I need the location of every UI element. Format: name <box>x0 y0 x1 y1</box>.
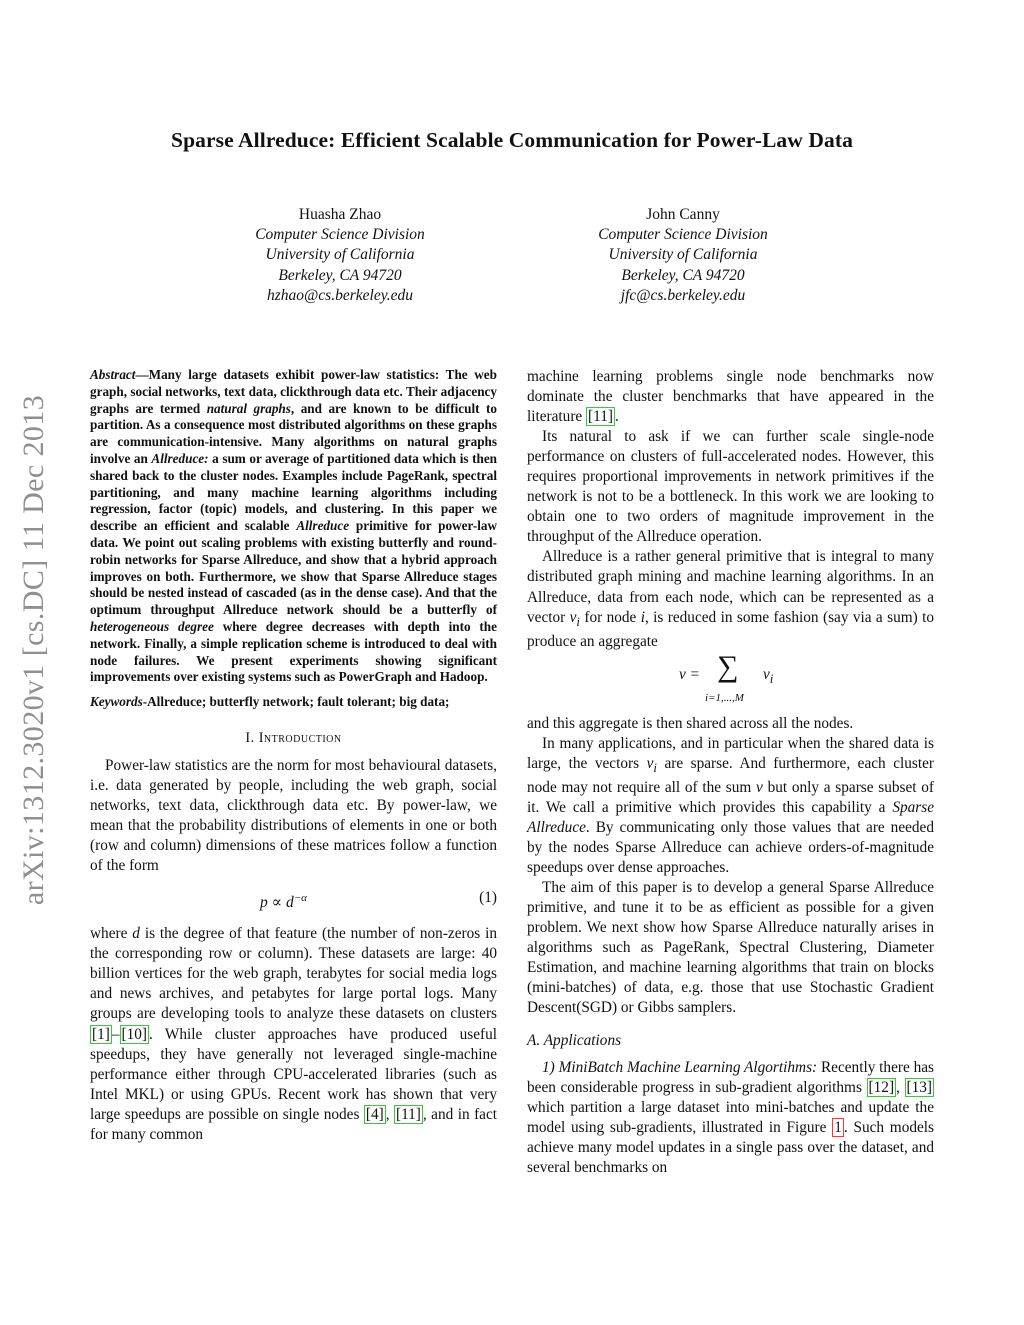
author-university: University of California <box>608 246 758 264</box>
math-subscript: i <box>769 671 774 686</box>
citation-link[interactable]: [12] <box>868 1078 895 1096</box>
text-run: . <box>614 408 619 426</box>
citation-link[interactable]: [10] <box>121 1025 147 1043</box>
equation-body <box>260 888 307 913</box>
author-division: Computer Science Division <box>598 226 768 244</box>
abstract <box>90 367 497 686</box>
text-run: Recently there has been considerable progress in sub-gradient algorithms <box>527 1058 934 1096</box>
citation-link[interactable]: [13] <box>906 1078 932 1096</box>
right-paragraph-7 <box>527 1058 934 1178</box>
text-run: , <box>385 1105 394 1123</box>
subsubsection-heading: 1) MiniBatch Machine Learning Algortihms: <box>542 1058 818 1076</box>
abstract-emphasis: natural graphs <box>206 400 291 416</box>
text-run: . Such models achieve many model updates in a single pass over the dataset, and several benchmarks on <box>527 1118 934 1176</box>
left-column <box>90 367 497 1145</box>
text-run: machine learning problems single node benchmarks now dominate the cluster benchmarks that have appeared in the literature <box>527 368 934 426</box>
equation-number: (1) <box>479 889 497 907</box>
text-run: where <box>90 925 133 943</box>
section-heading <box>90 728 497 748</box>
equation-lhs: p ∝ d <box>260 894 294 912</box>
keywords-label: Keywords <box>90 694 143 710</box>
right-paragraph-5 <box>527 734 934 878</box>
text-run: . While cluster approaches have produced useful speedups, they have generally not leveraged single-machine performance either through CPU-accelerated libraries (such as Intel MKL) or using GPUs. Recent work has shown that very large speedups are possible on single nodes <box>90 1025 497 1123</box>
citation-link[interactable]: [4] <box>365 1105 384 1123</box>
citation-link[interactable]: [11] <box>588 408 613 426</box>
math-subscript: i <box>576 614 580 629</box>
right-paragraph-4: and this aggregate is then shared across all the nodes. <box>527 714 854 732</box>
math-subscript: i <box>653 760 657 775</box>
keywords <box>90 694 497 711</box>
math-variable: v <box>569 608 577 626</box>
text-run: Allreduce is a rather general primitive that is integral to many distributed graph mining and machine learning algorithms. In an Allreduce, data from each node, which can be represented as a vector <box>527 548 934 626</box>
text-run: for node <box>579 608 641 626</box>
author-name: John Canny <box>646 206 720 223</box>
text-run: are sparse. And furthermore, each cluster node may not require all of the sum <box>527 754 934 796</box>
author-name: Huasha Zhao <box>298 206 382 223</box>
author-block-2 <box>533 205 833 306</box>
abstract-label: Abstract <box>90 367 136 382</box>
sum-range: i=1,...,M <box>705 691 744 704</box>
equation-lhs: v = <box>679 665 700 683</box>
text-run: , <box>896 1078 905 1096</box>
section-number: I. <box>245 729 255 746</box>
intro-paragraph-1: Power-law statistics are the norm for most behavioural datasets, i.e. data generated by people, including the web graph, social networks, text data, clickthrough data etc. By power-law, we mean that the probability distributions of elements in one or both (row and column) dimensions of these matrices follow a function of the form <box>90 756 497 875</box>
arxiv-identifier: arXiv:1312.3020v1 [cs.DC] 11 Dec 2013 <box>17 394 50 906</box>
text-run: is the degree of that feature (the number of non-zeros in the corresponding row or column). These datasets are large: 40 billion vertices for the web graph, terabytes for social media logs and news archives, and petabytes for large portal logs. Many groups are developing tools to analyze these datasets on clusters <box>90 925 497 1023</box>
author-address: Berkeley, CA 94720 <box>621 266 745 284</box>
abstract-emphasis: Allreduce: <box>151 450 209 466</box>
author-block-1 <box>190 205 490 306</box>
author-address: Berkeley, CA 94720 <box>278 266 402 284</box>
arxiv-sidebar <box>12 360 56 940</box>
right-paragraph-1 <box>527 367 934 427</box>
citation-link[interactable]: [1] <box>92 1025 110 1043</box>
equation-exponent: −α <box>293 892 307 905</box>
equation-1 <box>90 884 497 914</box>
section-title: Introduction <box>258 729 342 746</box>
text-run: In many applications, and in particular when the shared data is large, the vectors <box>527 734 934 772</box>
equation-2 <box>527 649 934 708</box>
emphasis: Sparse Allreduce <box>527 798 934 836</box>
text-run: – <box>111 1025 120 1043</box>
sum-symbol: ∑ <box>717 649 739 683</box>
math-variable: v <box>756 778 763 796</box>
math-variable: v <box>763 665 770 683</box>
keywords-text: -Allreduce; butterfly network; fault tolerant; big data; <box>142 694 450 710</box>
abstract-text: primitive for power-law data. We point out scaling problems with existing butterfly and round-robin networks for Sparse Allreduce, and show that a hybrid approach improves on both. Furthermore, we show that Sparse Allreduce stages should be nested instead of cascaded (as in the dense case). And that the optimum throughput Allreduce network should be a butterfly of <box>90 518 497 618</box>
abstract-text: , and are known to be difficult to partition. As a consequence most distributed algorithms on these graphs are communication-intensive. Many algorithms on natural graphs involve an <box>90 400 497 466</box>
text-run: but only a sparse subset of it. We call a primitive which provides this capability a <box>527 778 934 816</box>
text-run: , and in fact for many common <box>90 1105 497 1143</box>
math-variable: d <box>132 925 140 943</box>
author-email: jfc@cs.berkeley.edu <box>620 286 746 304</box>
math-variable: v <box>646 754 654 772</box>
right-paragraph-3 <box>527 547 934 651</box>
abstract-emphasis: heterogeneous degree <box>90 618 214 634</box>
paper-title: Sparse Allreduce: Efficient Scalable Communication for Power-Law Data <box>171 128 853 152</box>
author-email: hzhao@cs.berkeley.edu <box>267 286 413 304</box>
abstract-emphasis: Allreduce <box>296 518 350 534</box>
intro-paragraph-2 <box>90 924 497 1145</box>
text-run: . By communicating only those values that are needed by the nodes Sparse Allreduce can achieve orders-of-magnitude speedups over dense approaches. <box>527 818 934 877</box>
right-paragraph-2: Its natural to ask if we can further scale single-node performance on clusters of full-accelerated nodes. However, this requires proportional improvements in network primitives if the network is not to be a bottleneck. In this work we are looking to obtain one to two orders of magnitude improvement in the throughput of the Allreduce operation. <box>527 428 934 546</box>
author-university: University of California <box>265 246 415 264</box>
abstract-text: a sum or average of partitioned data which is then shared back to the cluster nodes. Examples include PageRank, spectral partitioning, and many machine learning algorithms including regression, factor (topic) models, and clustering. In this paper we describe an efficient and scalable <box>90 450 498 534</box>
right-column <box>527 367 934 1178</box>
author-division: Computer Science Division <box>255 226 425 244</box>
abstract-text: Many large datasets exhibit power-law statistics: The web graph, social networks, text data, clickthrough data etc. Their adjacency graphs are termed <box>90 367 497 416</box>
subsection-heading: A. Applications <box>527 1032 622 1050</box>
equation-rhs <box>763 665 773 689</box>
text-run: , is reduced in some fashion (say via a sum) to produce an aggregate <box>527 608 935 650</box>
figure-reference-link[interactable]: 1 <box>834 1118 842 1136</box>
text-run: which partition a large dataset into mini-batches and update the model using sub-gradients, illustrated in Figure <box>527 1098 934 1136</box>
citation-link[interactable]: [11] <box>395 1105 421 1123</box>
abstract-text: where degree decreases with depth into the network. Finally, a simple replication scheme is introduced to deal with node failures. We present experiments showing significant improvements over existing systems such as PowerGraph and Hadoop. <box>90 618 497 685</box>
abstract-dash: — <box>135 367 149 382</box>
right-paragraph-6: The aim of this paper is to develop a general Sparse Allreduce primitive, and tune it to be as efficient as possible for a given problem. We next show how Sparse Allreduce naturally arises in algorithms such as PageRank, Spectral Clustering, Diameter Estimation, and machine learning algorithms that train on blocks (mini-batches) of data, e.g. those that use Stochastic Gradient Descent(SGD) or Gibbs samplers. <box>527 879 934 1017</box>
math-variable: i <box>640 608 645 626</box>
